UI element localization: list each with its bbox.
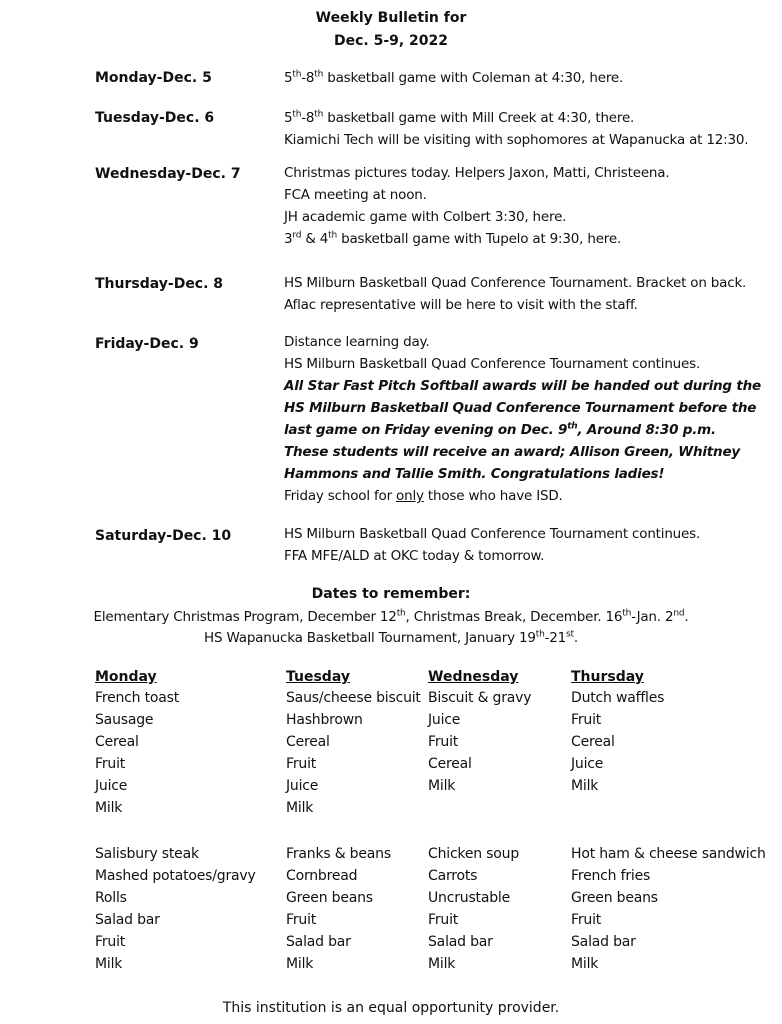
event-line: HS Milburn Basketball Quad Conference Tournament. Bracket on back. (284, 275, 747, 291)
menu-item: Fruit (95, 934, 126, 950)
dates-to-remember-line: Elementary Christmas Program, December 12th, Christmas Break, December. 16th-Jan. 2nd. (93, 608, 689, 625)
menu-item: Milk (286, 800, 314, 816)
menu-item: Salad bar (95, 912, 160, 928)
bulletin-date-range: Dec. 5-9, 2022 (333, 33, 449, 49)
menu-item: Salad bar (571, 934, 636, 950)
event-line-emphasis: These students will receive an award; Allison Green, Whitney (284, 444, 741, 460)
lunch-menu-thursday (571, 843, 771, 975)
menu-item: Juice (571, 756, 604, 772)
menu-item: Milk (95, 956, 123, 972)
event-line-emphasis: Hammons and Tallie Smith. Congratulations ladies! (284, 466, 665, 482)
menu-item: Juice (286, 778, 319, 794)
lunch-menu-monday (95, 843, 295, 975)
day-label-thursday: Thursday-Dec. 8 (95, 276, 224, 292)
event-line: FFA MFE/ALD at OKC today & tomorrow. (284, 548, 545, 564)
event-line-emphasis: last game on Friday evening on Dec. 9th, Around 8:30 p.m. (284, 421, 716, 438)
day-events-thursday (284, 272, 774, 316)
event-line: HS Milburn Basketball Quad Conference Tournament continues. (284, 356, 701, 372)
event-line: HS Milburn Basketball Quad Conference Tournament continues. (284, 526, 701, 542)
menu-item: French toast (95, 690, 180, 706)
menu-item: Rolls (95, 890, 127, 906)
menu-item: Dutch waffles (571, 690, 665, 706)
day-label-monday: Monday-Dec. 5 (95, 70, 212, 86)
menu-item: Cereal (571, 734, 615, 750)
breakfast-menu-thursday (571, 667, 771, 797)
menu-item: Salad bar (428, 934, 493, 950)
day-label-saturday: Saturday-Dec. 10 (95, 528, 232, 544)
menu-item: Green beans (571, 890, 658, 906)
menu-item: Milk (428, 956, 456, 972)
menu-item: Fruit (286, 756, 317, 772)
event-line-emphasis: HS Milburn Basketball Quad Conference Tournament before the (284, 400, 757, 416)
menu-item: Milk (571, 778, 599, 794)
event-line: Friday school for only those who have ISD. (284, 488, 563, 504)
event-line: FCA meeting at noon. (284, 187, 427, 203)
menu-item: Uncrustable (428, 890, 510, 906)
menu-item: Cornbread (286, 868, 358, 884)
menu-item: Cereal (286, 734, 330, 750)
day-events-tuesday (284, 107, 774, 151)
menu-item: Hot ham & cheese sandwich (571, 846, 766, 862)
day-events-monday (284, 67, 774, 89)
menu-item: Hashbrown (286, 712, 363, 728)
menu-item: Fruit (571, 912, 602, 928)
menu-item: Sausage (95, 712, 154, 728)
dates-to-remember-heading: Dates to remember: (311, 586, 471, 602)
event-line: Aflac representative will be here to visit with the staff. (284, 297, 638, 313)
menu-item: French fries (571, 868, 651, 884)
dates-to-remember-line: HS Wapanucka Basketball Tournament, January 19th-21st. (204, 629, 578, 646)
event-line: JH academic game with Colbert 3:30, here. (284, 209, 567, 225)
menu-item: Salisbury steak (95, 846, 199, 862)
menu-item: Mashed potatoes/gravy (95, 868, 256, 884)
menu-item: Milk (286, 956, 314, 972)
menu-item: Milk (95, 800, 123, 816)
menu-item: Saus/cheese biscuit (286, 690, 421, 706)
menu-day-heading: Thursday (571, 669, 644, 685)
menu-day-heading: Tuesday (286, 669, 350, 685)
menu-item: Franks & beans (286, 846, 391, 862)
footer-statement: This institution is an equal opportunity provider. (222, 1000, 560, 1016)
menu-item: Juice (95, 778, 128, 794)
bulletin-title: Weekly Bulletin for (315, 10, 467, 26)
event-line: Kiamichi Tech will be visiting with sophomores at Wapanucka at 12:30. (284, 132, 749, 148)
menu-item: Cereal (95, 734, 139, 750)
event-line: Distance learning day. (284, 334, 430, 350)
event-line-emphasis: All Star Fast Pitch Softball awards will be handed out during the (284, 378, 761, 394)
breakfast-menu-monday (95, 667, 295, 819)
menu-item: Cereal (428, 756, 472, 772)
menu-item: Salad bar (286, 934, 351, 950)
menu-item: Fruit (571, 712, 602, 728)
day-label-wednesday: Wednesday-Dec. 7 (95, 166, 241, 182)
menu-day-heading: Wednesday (428, 669, 519, 685)
menu-item: Carrots (428, 868, 478, 884)
menu-day-heading: Monday (95, 669, 157, 685)
event-line: 3rd & 4th basketball game with Tupelo at 9:30, here. (284, 230, 622, 247)
menu-item: Fruit (286, 912, 317, 928)
menu-item: Fruit (428, 912, 459, 928)
menu-item: Green beans (286, 890, 373, 906)
menu-item: Biscuit & gravy (428, 690, 532, 706)
event-line: 5th-8th basketball game with Mill Creek at 4:30, there. (284, 109, 635, 126)
menu-item: Fruit (428, 734, 459, 750)
day-label-friday: Friday-Dec. 9 (95, 336, 199, 352)
event-line: 5th-8th basketball game with Coleman at 4:30, here. (284, 69, 624, 86)
menu-item: Chicken soup (428, 846, 519, 862)
menu-item: Juice (428, 712, 461, 728)
menu-item: Fruit (95, 756, 126, 772)
day-events-friday (284, 331, 774, 507)
day-events-wednesday (284, 162, 774, 250)
day-events-saturday (284, 523, 774, 567)
day-label-tuesday: Tuesday-Dec. 6 (95, 110, 215, 126)
menu-item: Milk (428, 778, 456, 794)
menu-item: Milk (571, 956, 599, 972)
event-line: Christmas pictures today. Helpers Jaxon, Matti, Christeena. (284, 165, 670, 181)
